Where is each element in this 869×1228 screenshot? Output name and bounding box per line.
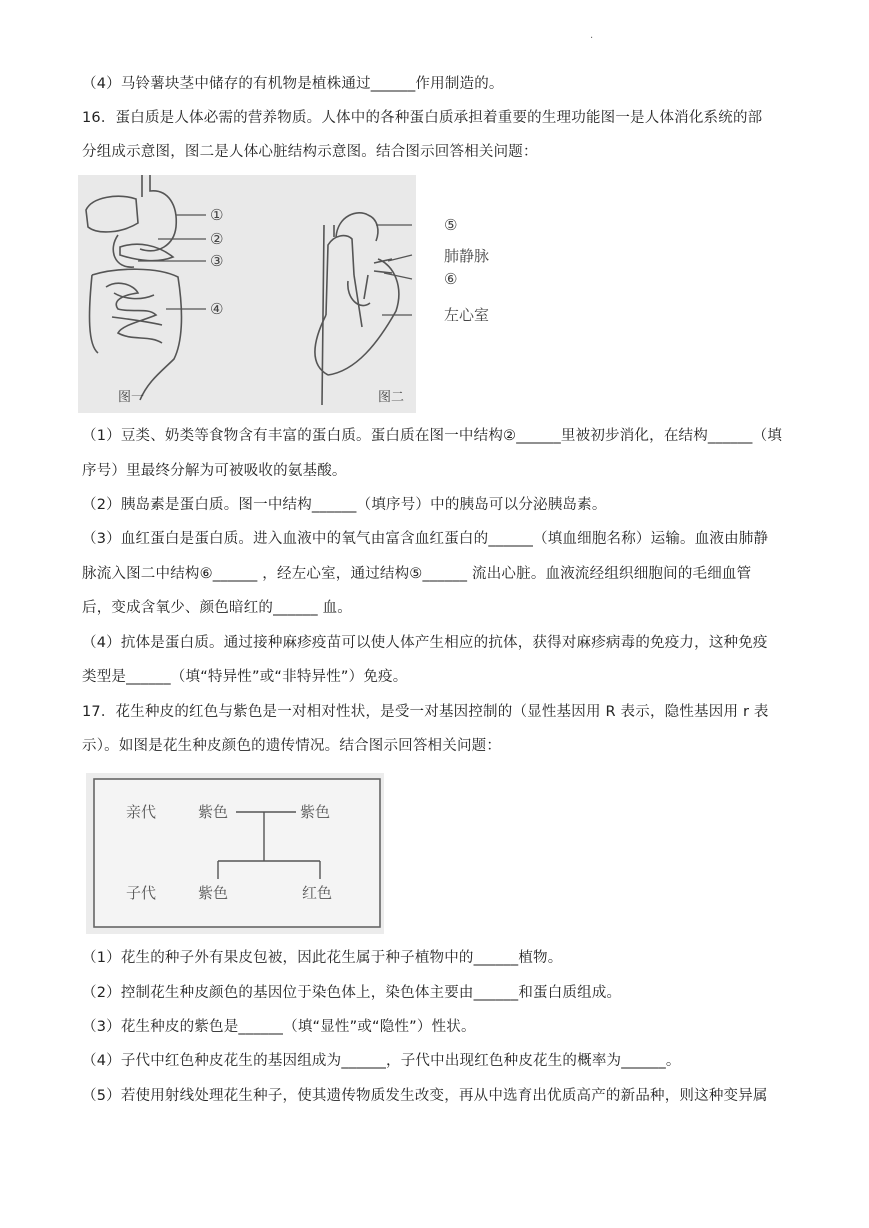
parent-label: 亲代 <box>126 803 157 821</box>
text-line: 类型是______（填“特异性”或“非特异性”）免疫。 <box>82 669 408 685</box>
fig1-label-1: ① <box>210 206 224 224</box>
digestive-heart-figure <box>78 175 490 413</box>
text-line: 序号）里最终分解为可被吸收的氨基酸。 <box>82 463 347 479</box>
text-line: 示）。如图是花生种皮颜色的遗传情况。结合图示回答相关问题： <box>82 738 502 754</box>
text-line: 16．蛋白质是人体必需的营养物质。人体中的各种蛋白质承担着重要的生理功能图一是人体消化系统的部 <box>82 110 763 126</box>
fig2-label-6: ⑥ <box>444 270 458 288</box>
text-line: （4）子代中红色种皮花生的基因组成为______，子代中出现红色种皮花生的概率为______。 <box>82 1053 681 1069</box>
fig1-label-4: ④ <box>210 300 224 318</box>
text-line: （4）抗体是蛋白质。通过接种麻疹疫苗可以使人体产生相应的抗体，获得对麻疹病毒的免疫力，这种免疫 <box>82 635 768 651</box>
child-right-color: 红色 <box>302 884 333 902</box>
text-line: （2）控制花生种皮颜色的基因位于染色体上，染色体主要由______和蛋白质组成。 <box>82 985 622 1001</box>
text-line: 17．花生种皮的红色与紫色是一对相对性状，是受一对基因控制的（显性基因用 R 表示，隐性基因用 r 表 <box>82 704 769 720</box>
fig1-caption: 图一 <box>118 390 145 405</box>
text-line: 后，变成含氧少、颜色暗红的______ 血。 <box>82 600 353 616</box>
inheritance-figure <box>86 773 384 934</box>
child-label: 子代 <box>126 884 157 902</box>
fig2-label-pulmonary-vein: 肺静脉 <box>444 247 490 265</box>
text-line: （3）花生种皮的紫色是______（填“显性”或“隐性”）性状。 <box>82 1019 476 1035</box>
parent-right-color: 紫色 <box>300 803 331 821</box>
text-line: （1）花生的种子外有果皮包被，因此花生属于种子植物中的______植物。 <box>82 950 563 966</box>
fig2-caption: 图二 <box>378 390 405 405</box>
header-mark: . <box>590 30 594 41</box>
text-line: 脉流入图二中结构⑥______ ，经左心室，通过结构⑤______ 流出心脏。血液流经组织细胞间的毛细血管 <box>82 566 752 582</box>
parent-left-color: 紫色 <box>198 803 229 821</box>
child-left-color: 紫色 <box>198 884 229 902</box>
fig1-label-2: ② <box>210 230 224 248</box>
text-line: （5）若使用射线处理花生种子，使其遗传物质发生改变，再从中选育出优质高产的新品种，则这种变异属 <box>82 1088 768 1104</box>
fig2-label-5: ⑤ <box>444 216 458 234</box>
fig1-label-3: ③ <box>210 252 224 270</box>
text-line: 分组成示意图，图二是人体心脏结构示意图。结合图示回答相关问题： <box>82 144 538 160</box>
text-line: （3）血红蛋白是蛋白质。进入血液中的氧气由富含血红蛋白的______（填血细胞名称）运输。血液由肺静 <box>82 531 769 547</box>
text-line: （2）胰岛素是蛋白质。图一中结构______（填序号）中的胰岛可以分泌胰岛素。 <box>82 497 607 513</box>
text-line: （1）豆类、奶类等食物含有丰富的蛋白质。蛋白质在图一中结构②______里被初步消化，在结构______（填 <box>82 428 783 444</box>
fig2-label-left-ventricle: 左心室 <box>444 306 490 324</box>
text-line: （4）马铃薯块茎中储存的有机物是植株通过______作用制造的。 <box>82 76 504 92</box>
